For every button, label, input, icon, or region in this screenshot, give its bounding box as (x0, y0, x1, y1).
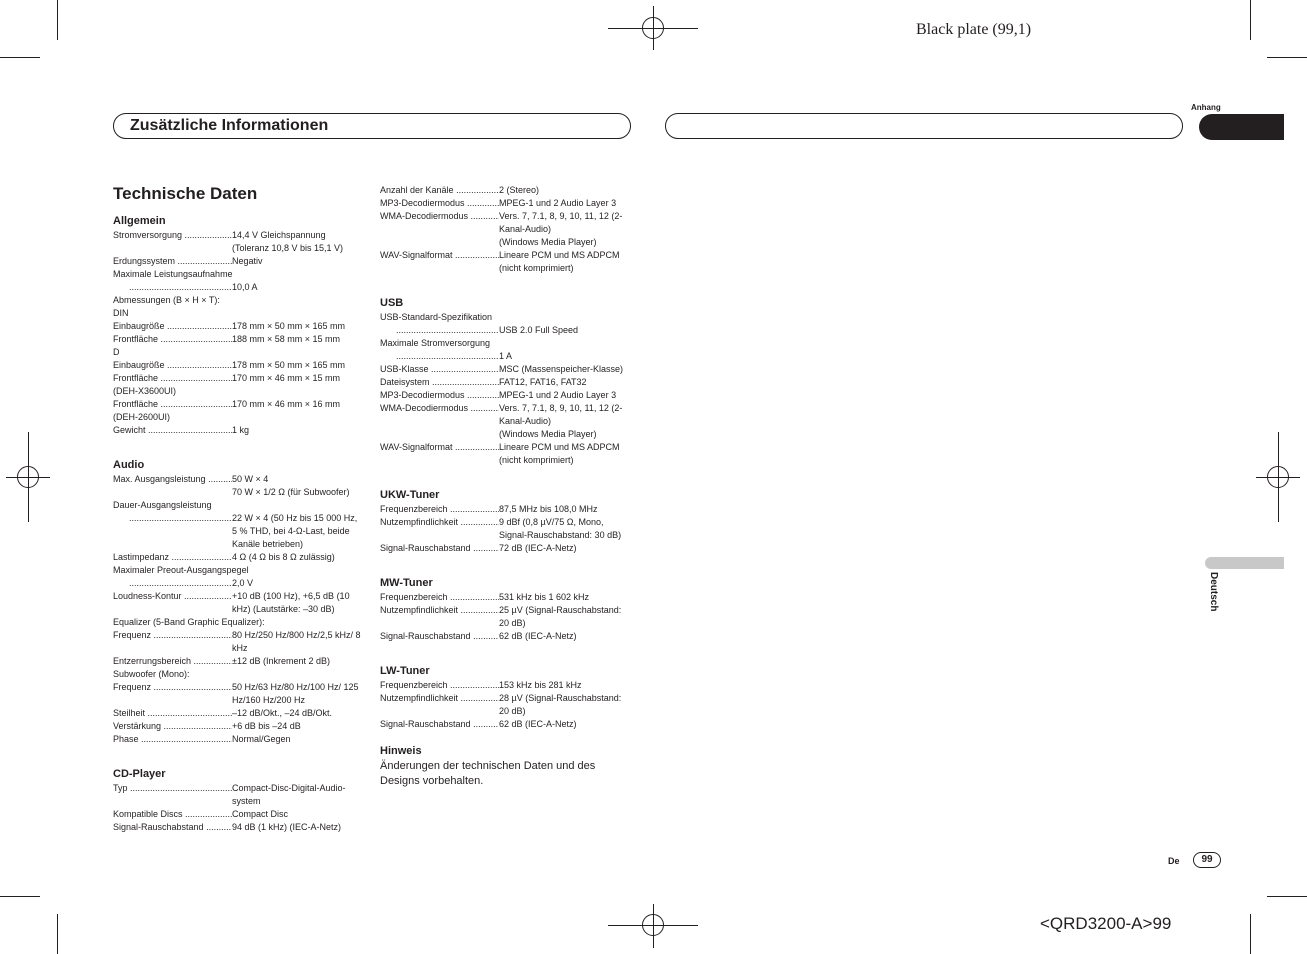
spec-row (380, 184, 630, 197)
spec-value: 50 W × 4 (232, 474, 269, 484)
registration-mark-bottom (653, 904, 654, 948)
spec-row (380, 503, 630, 516)
spec-row (380, 630, 630, 643)
spec-label: WAV-Signalformat ..... (380, 249, 499, 275)
spec-column-left (113, 184, 363, 834)
footer-lang: De (1168, 856, 1180, 866)
registration-mark-top (608, 28, 698, 29)
subsection-title: USB (380, 297, 404, 309)
spec-row (113, 372, 363, 385)
spec-value: 87,5 MHz bis 108,0 MHz (499, 504, 598, 514)
crop-mark (0, 896, 40, 897)
spec-label: Nutzempfindlichkeit ..... (380, 692, 499, 718)
spec-dots (380, 324, 499, 337)
spec-value: 14,4 V Gleichspannung (Toleranz 10,8 V bis 15,1 V) (232, 230, 344, 253)
spec-value: 70 W × 1/2 Ω (für Subwoofer) (232, 487, 350, 497)
spec-value: Vers. 7, 7.1, 8, 9, 10, 11, 12 (2-Kanal-Audio) (499, 403, 623, 426)
subsection-title: Hinweis (380, 745, 422, 757)
spec-label: Loudness-Kontur ..... (113, 590, 232, 616)
spec-label: WMA-Decodiermodus ..... (380, 210, 499, 236)
spec-heading: Maximaler Preout-Ausgangspegel (113, 565, 249, 575)
job-code: <QRD3200-A>99 (1040, 914, 1172, 933)
spec-value: 170 mm × 46 mm × 16 mm (232, 399, 341, 409)
note-text: Änderungen der technischen Daten und des Designs vorbehalten. (380, 760, 596, 787)
spec-dots (380, 350, 499, 363)
spec-value: 62 dB (IEC-A-Netz) (499, 631, 577, 641)
spec-row (380, 324, 630, 337)
spec-label: Phase ..... (113, 733, 232, 746)
spec-label: Nutzempfindlichkeit ..... (380, 604, 499, 630)
spec-value: 153 kHz bis 281 kHz (499, 680, 582, 690)
spec-row (380, 441, 630, 467)
spec-label: Frequenzbereich ..... (380, 679, 499, 692)
registration-mark-bottom (608, 925, 698, 926)
spec-dots (113, 512, 232, 551)
spec-note: (DEH-2600UI) (113, 412, 171, 422)
spec-row (113, 473, 363, 486)
spec-value: MPEG-1 und 2 Audio Layer 3 (499, 390, 617, 400)
spec-label: Signal-Rauschabstand ..... (380, 542, 499, 555)
spec-row (380, 363, 630, 376)
spec-row (113, 720, 363, 733)
spec-row (113, 551, 363, 564)
spec-row (380, 350, 630, 363)
subsection-title: UKW-Tuner (380, 489, 440, 501)
spec-value: 178 mm × 50 mm × 165 mm (232, 360, 346, 370)
crop-mark (57, 914, 58, 954)
spec-row (113, 808, 363, 821)
spec-row (380, 376, 630, 389)
spec-label: WAV-Signalformat ..... (380, 441, 499, 467)
crop-mark (1267, 896, 1307, 897)
spec-value: Compact-Disc-Digital-Audio-system (232, 783, 346, 806)
spec-value: 2,0 V (232, 578, 254, 588)
black-plate-label: Black plate (99,1) (916, 21, 1032, 38)
spec-row (380, 542, 630, 555)
spec-label: Frontfläche ..... (113, 372, 232, 385)
crop-mark (1250, 0, 1251, 40)
spec-note: (DEH-X3600UI) (113, 386, 177, 396)
page-number: 99 (1193, 852, 1221, 868)
crop-mark (1267, 57, 1307, 58)
spec-row (380, 249, 630, 275)
spec-value: 72 dB (IEC-A-Netz) (499, 543, 577, 553)
side-label-anhang: Anhang (1191, 103, 1221, 112)
spec-column-right (380, 184, 630, 789)
spec-label: Erdungssystem ..... (113, 255, 232, 268)
spec-row (380, 604, 630, 630)
spec-row (113, 359, 363, 372)
spec-label: Frequenz ..... (113, 681, 232, 707)
spec-label: Anzahl der Kanäle ..... (380, 184, 499, 197)
spec-label: Steilheit ..... (113, 707, 232, 720)
spec-row (380, 692, 630, 718)
spec-value: 94 dB (1 kHz) (IEC-A-Netz) (232, 822, 342, 832)
spec-value: Compact Disc (232, 809, 289, 819)
section-header-right (665, 113, 1183, 139)
spec-row (113, 486, 363, 499)
spec-value: 1 kg (232, 425, 250, 435)
spec-label: Einbaugröße ..... (113, 359, 232, 372)
subsection-title: CD-Player (113, 768, 166, 780)
spec-row (380, 210, 630, 236)
spec-value: MSC (Massenspeicher-Klasse) (499, 364, 624, 374)
spec-value: Lineare PCM und MS ADPCM (nicht komprimiert) (499, 442, 620, 465)
spec-value: 10,0 A (232, 282, 258, 292)
spec-value: (Windows Media Player) (499, 237, 597, 247)
spec-row (113, 512, 363, 551)
section-header-left (113, 113, 631, 139)
spec-row (113, 681, 363, 707)
spec-label: Frequenz ..... (113, 629, 232, 655)
spec-row (113, 733, 363, 746)
spec-value: 9 dBf (0,8 µV/75 Ω, Mono, Signal-Rauschabstand: 30 dB) (499, 517, 622, 540)
spec-value: Normal/Gegen (232, 734, 291, 744)
crop-mark (57, 0, 58, 40)
section-title: Technische Daten (113, 184, 258, 203)
spec-row (113, 655, 363, 668)
spec-value: 62 dB (IEC-A-Netz) (499, 719, 577, 729)
spec-value: +6 dB bis –24 dB (232, 721, 301, 731)
page-title: Zusätzliche Informationen (130, 117, 329, 134)
spec-value: 80 Hz/250 Hz/800 Hz/2,5 kHz/ 8 kHz (232, 630, 361, 653)
spec-value: 531 kHz bis 1 602 kHz (499, 592, 590, 602)
spec-label: USB-Klasse ..... (380, 363, 499, 376)
spec-label: Frontfläche ..... (113, 398, 232, 411)
spec-label: Signal-Rauschabstand ..... (113, 821, 232, 834)
spec-heading: D (113, 347, 120, 357)
spec-value: MPEG-1 und 2 Audio Layer 3 (499, 198, 617, 208)
subsection-title: LW-Tuner (380, 665, 430, 677)
spec-row (380, 718, 630, 731)
spec-value: (Windows Media Player) (499, 429, 597, 439)
spec-row (113, 577, 363, 590)
spec-value: –12 dB/Okt., –24 dB/Okt. (232, 708, 333, 718)
spec-row (113, 229, 363, 255)
spec-row (113, 424, 363, 437)
spec-value: 25 µV (Signal-Rauschabstand: 20 dB) (499, 605, 622, 628)
spec-row (380, 236, 630, 249)
spec-label: MP3-Decodiermodus ..... (380, 197, 499, 210)
subsection-title: Allgemein (113, 215, 166, 227)
spec-value: 1 A (499, 351, 513, 361)
spec-label: Signal-Rauschabstand ..... (380, 630, 499, 643)
spec-row (380, 402, 630, 428)
spec-label: MP3-Decodiermodus ..... (380, 389, 499, 402)
language-tab-label (1203, 572, 1223, 632)
spec-heading: USB-Standard-Spezifikation (380, 312, 493, 322)
spec-label: Nutzempfindlichkeit ..... (380, 516, 499, 542)
crop-mark (1250, 914, 1251, 954)
spec-label: Verstärkung ..... (113, 720, 232, 733)
spec-dots (113, 577, 232, 590)
spec-dots (113, 281, 232, 294)
spec-row (380, 428, 630, 441)
spec-value: 188 mm × 58 mm × 15 mm (232, 334, 341, 344)
registration-mark-left (6, 477, 50, 478)
spec-label: Gewicht ..... (113, 424, 232, 437)
spec-row (113, 281, 363, 294)
spec-row (113, 333, 363, 346)
spec-label: Frequenzbereich ..... (380, 503, 499, 516)
spec-value: Vers. 7, 7.1, 8, 9, 10, 11, 12 (2-Kanal-Audio) (499, 211, 623, 234)
spec-row (380, 591, 630, 604)
spec-value: 4 Ω (4 Ω bis 8 Ω zulässig) (232, 552, 335, 562)
spec-label: WMA-Decodiermodus ..... (380, 402, 499, 428)
spec-label: Typ ..... (113, 782, 232, 808)
spec-value: USB 2.0 Full Speed (499, 325, 579, 335)
spec-row (113, 821, 363, 834)
spec-row (113, 320, 363, 333)
spec-heading: Abmessungen (B × H × T): (113, 295, 220, 305)
spec-label: Lastimpedanz ..... (113, 551, 232, 564)
spec-heading: Maximale Leistungsaufnahme (113, 269, 233, 279)
spec-row (113, 590, 363, 616)
crop-mark (0, 57, 40, 58)
spec-row (380, 197, 630, 210)
spec-value: 28 µV (Signal-Rauschabstand: 20 dB) (499, 693, 622, 716)
spec-label: Frequenzbereich ..... (380, 591, 499, 604)
spec-row (113, 255, 363, 268)
spec-row (113, 782, 363, 808)
spec-label: Einbaugröße ..... (113, 320, 232, 333)
spec-label: Stromversorgung ..... (113, 229, 232, 255)
spec-heading: DIN (113, 308, 129, 318)
spec-row (113, 398, 363, 411)
subsection-title: Audio (113, 459, 145, 471)
side-tab-anhang (1199, 114, 1284, 140)
spec-heading: Maximale Stromversorgung (380, 338, 491, 348)
spec-value: FAT12, FAT16, FAT32 (499, 377, 587, 387)
spec-value: 22 W × 4 (50 Hz bis 15 000 Hz, 5 % THD, bei 4-Ω-Last, beide Kanäle betrieben) (232, 513, 358, 549)
spec-value: 178 mm × 50 mm × 165 mm (232, 321, 346, 331)
side-tab-language (1205, 557, 1284, 569)
spec-heading: Dauer-Ausgangsleistung (113, 500, 212, 510)
subsection-title: MW-Tuner (380, 577, 433, 589)
spec-value: Negativ (232, 256, 263, 266)
spec-value: 170 mm × 46 mm × 15 mm (232, 373, 341, 383)
spec-label: Max. Ausgangsleistung ..... (113, 473, 232, 486)
spec-value: ±12 dB (Inkrement 2 dB) (232, 656, 330, 666)
spec-value: Lineare PCM und MS ADPCM (nicht komprimiert) (499, 250, 620, 273)
spec-heading: Equalizer (5-Band Graphic Equalizer): (113, 617, 265, 627)
spec-row (113, 629, 363, 655)
spec-value: 50 Hz/63 Hz/80 Hz/100 Hz/ 125 Hz/160 Hz/200 Hz (232, 682, 359, 705)
spec-label: Dateisystem ..... (380, 376, 499, 389)
spec-heading: Subwoofer (Mono): (113, 669, 190, 679)
spec-label: Entzerrungsbereich ..... (113, 655, 232, 668)
spec-value: 2 (Stereo) (499, 185, 540, 195)
language-tab-text: Deutsch (1208, 572, 1219, 612)
registration-mark-right (1256, 477, 1300, 478)
spec-label: Kompatible Discs ..... (113, 808, 232, 821)
spec-row (113, 707, 363, 720)
spec-row (380, 516, 630, 542)
spec-label: Signal-Rauschabstand ..... (380, 718, 499, 731)
spec-row (380, 389, 630, 402)
spec-label: Frontfläche ..... (113, 333, 232, 346)
spec-row (380, 679, 630, 692)
spec-value: +10 dB (100 Hz), +6,5 dB (10 kHz) (Lautstärke: –30 dB) (232, 591, 350, 614)
